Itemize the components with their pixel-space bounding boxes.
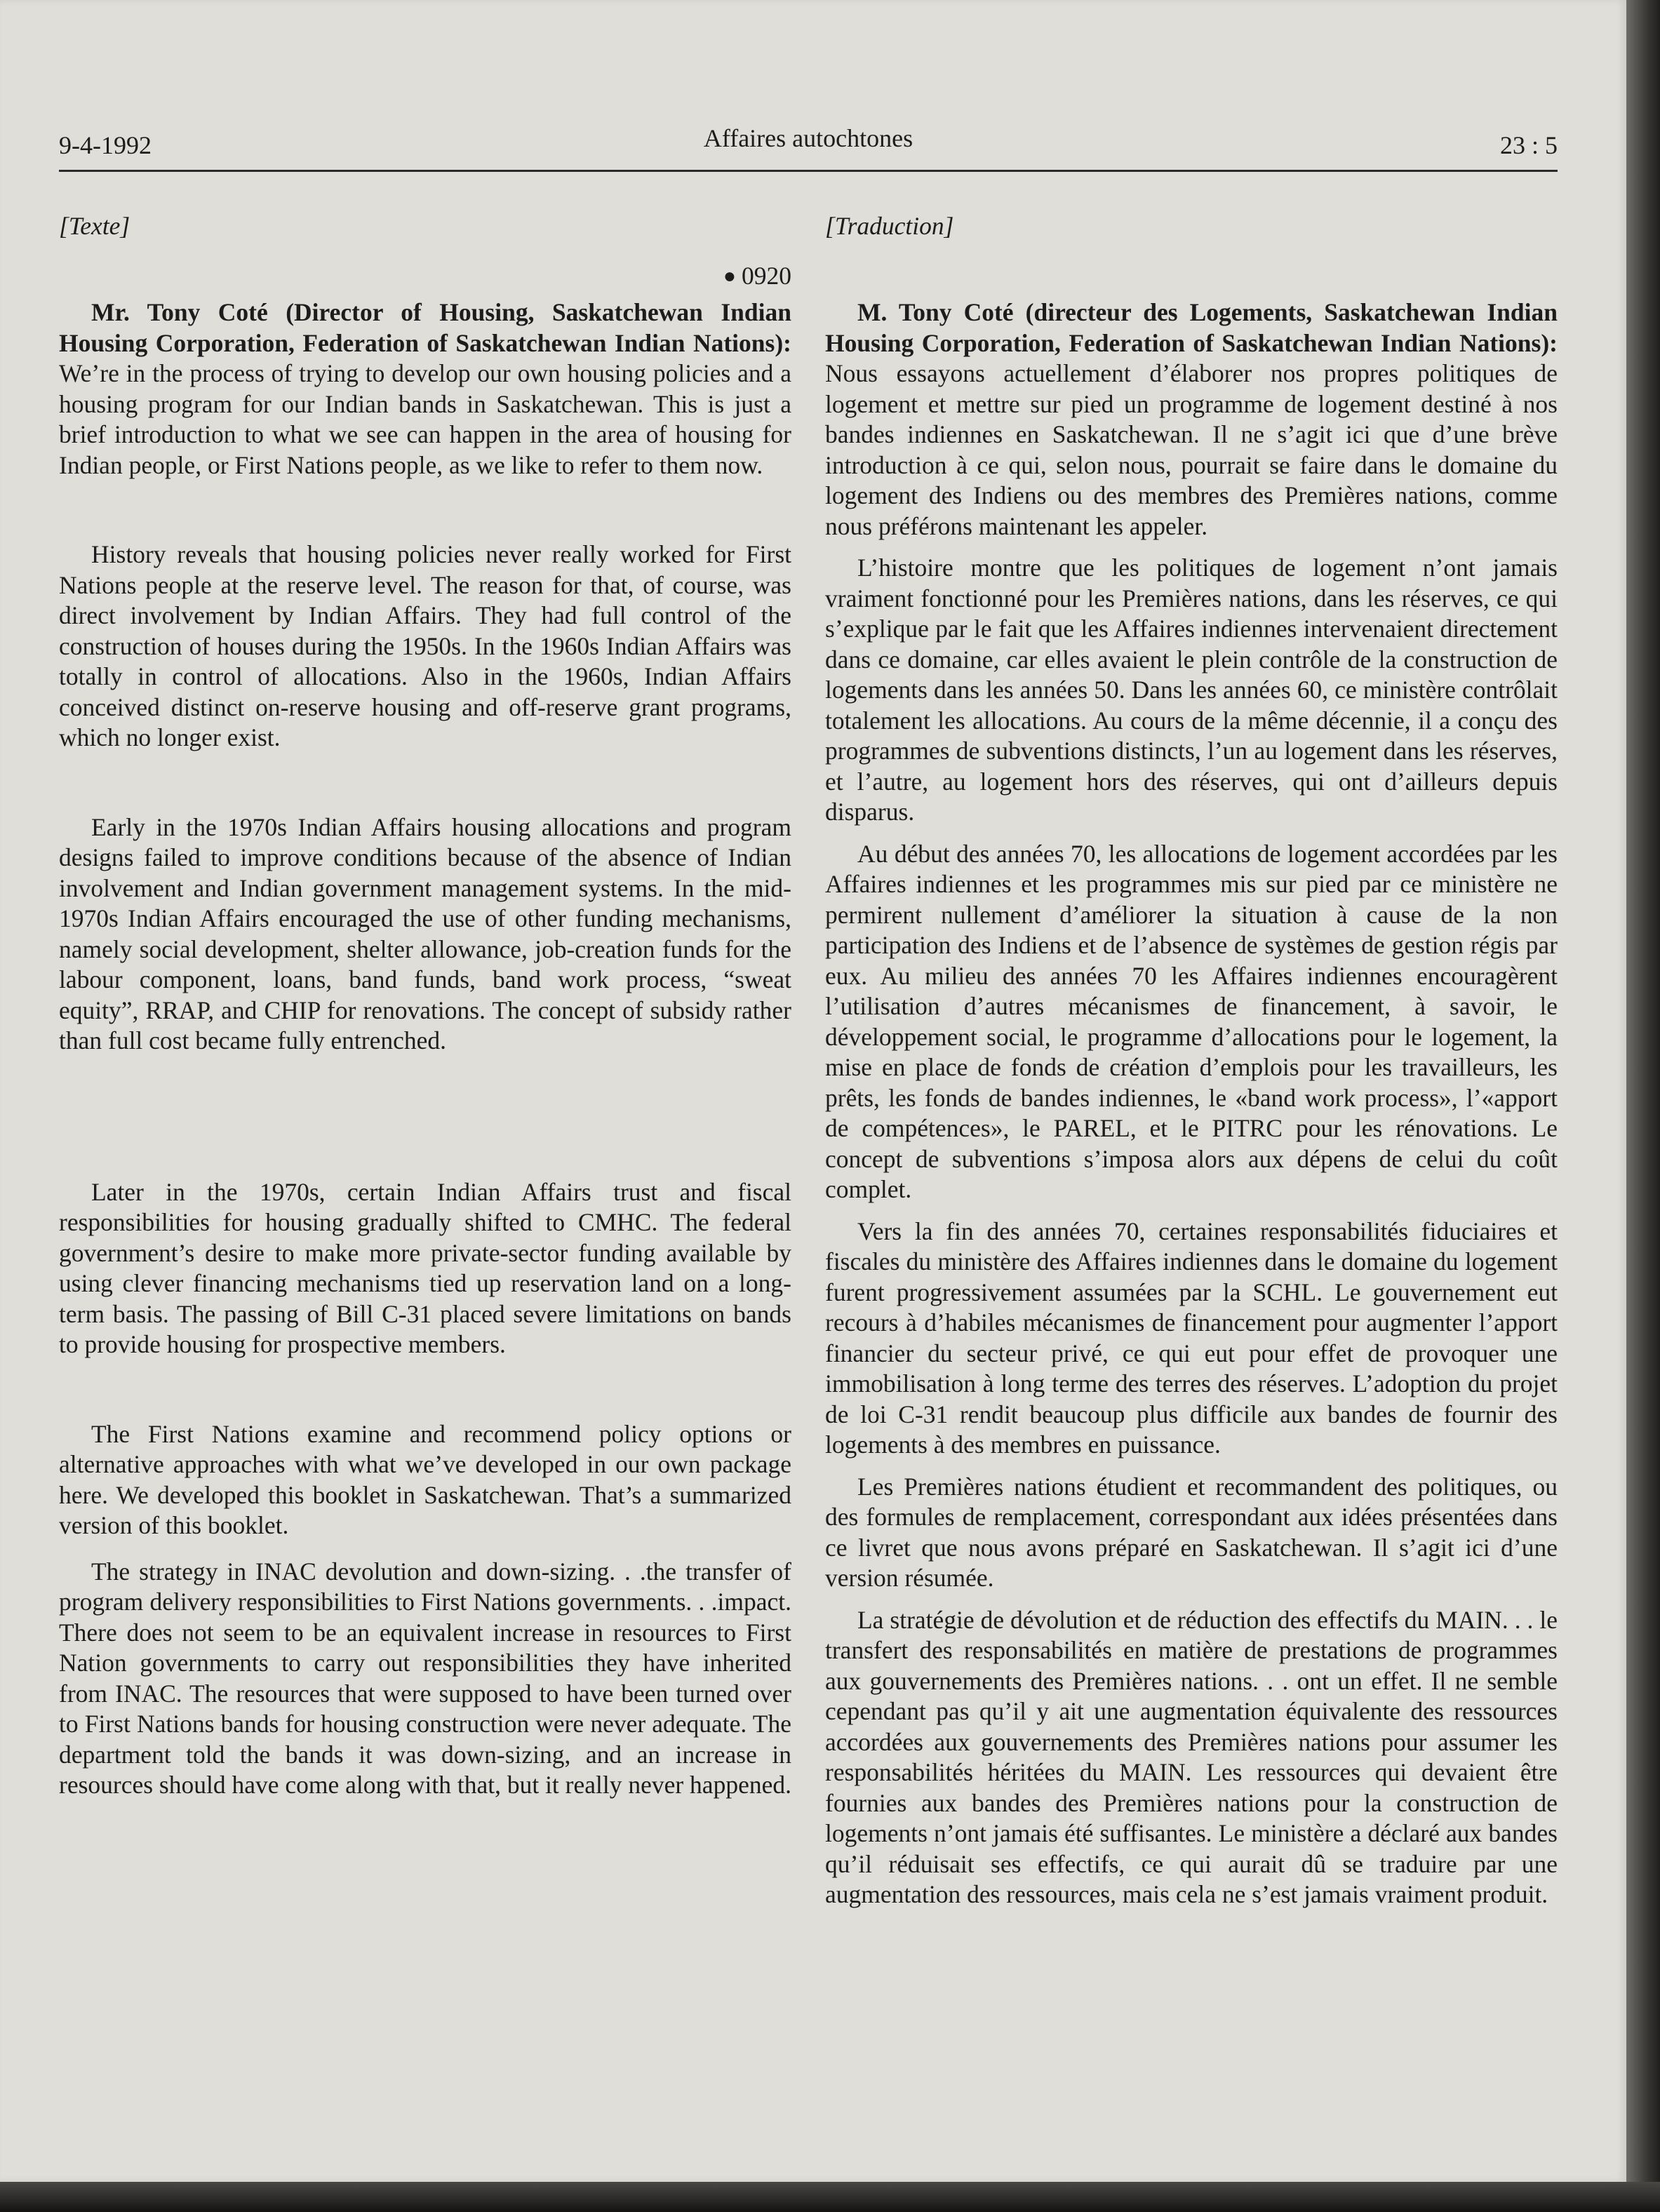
english-column <box>59 210 791 1801</box>
paragraph-fr-2: L’histoire montre que les politiques de logement n’ont jamais vraiment fonctionné pour les Premières nations, dans les réserves, ce qui s’explique par le fait que les Affaires indiennes intervenaient directement dans ce domaine, car elles avaient le plein contrôle de la construction de logements dans les années 50. Dans les années 60, ce ministère contrôlait totalement les allocations. Au cours de la même décennie, il a conçu des programmes de subventions distincts, l’un au logement dans les réserves, et l’autre, au logement hors des réserves, qui ont d’ailleurs depuis disparus. <box>825 554 1558 826</box>
scan-right-edge <box>1626 0 1660 2212</box>
scan-bottom-edge <box>0 2182 1660 2212</box>
paragraph-fr-4: Vers la fin des années 70, certaines responsabilités fiduciaires et fiscales du ministère des Affaires indiennes dans le domaine du logement furent progressivement assumées par la SCHL. Le gouvernement eut recours à d’habiles mécanismes de financement pour augmenter l’apport financier du secteur privé, ce qui eut pour effet de provoquer une immobilisation à long terme des terres des réserves. L’adoption du projet de loi C-31 rendit beaucoup plus difficile aux bandes de fournir des logements à des membres en puissance. <box>825 1216 1558 1459</box>
paragraph-en-4: Later in the 1970s, certain Indian Affairs trust and fiscal responsibilities for housing gradually shifted to CMHC. The federal government’s desire to make more private-sector funding available by using clever financing mechanisms tied up reservation land on a long-term basis. The passing of Bill C-31 placed severe limitations on bands to provide housing for prospective members. <box>59 1177 791 1358</box>
header-page-number: 23 : 5 <box>1499 131 1558 159</box>
speaker-name-en: Mr. Tony Coté (Director of Housing, Saskatchewan Indian Housing Corporation, Federation of Saskatchewan Indian Nations): <box>59 298 791 357</box>
header-title: Affaires autochtones <box>703 124 913 152</box>
paragraph-en-5: The First Nations examine and recommend policy options or alternative approaches with what we’ve developed in our own package here. We developed this booklet in Saskatchewan. That’s a summarized version of this booklet. <box>59 1419 791 1539</box>
paragraph-en-6: The strategy in INAC devolution and down-sizing. . .the transfer of program delivery responsibilities to First Nations governments. . .impact. There does not seem to be an equivalent increase in resources to First Nation governments to carry out responsibilities they have inherited from INAC. The resources that were supposed to have been turned over to First Nations bands for housing construction were never adequate. The department told the bands it was down-sizing, and an increase in resources should have come along with that, but it really never happened. <box>59 1557 791 1799</box>
paragraph-en-3: Early in the 1970s Indian Affairs housing allocations and program designs failed to improve conditions because of the absence of Indian involvement and Indian government management systems. In the mid-1970s Indian Affairs encouraged the use of other funding mechanisms, namely social development, shelter allowance, job-creation funds for the labour component, loans, band funds, band work process, “sweat equity”, RRAP, and CHIP for renovations. The concept of subsidy rather than full cost became fully entrenched. <box>59 812 791 1054</box>
paragraph-en-1 <box>59 297 791 481</box>
paragraph-en-1-text: We’re in the process of trying to develop our own housing policies and a housing program for our Indian bands in Saskatchewan. This is just a brief introduction to what we see can happen in the area of housing for Indian people, or First Nations people, as we like to refer to them now. <box>59 359 791 479</box>
paragraph-fr-1-text: Nous essayons actuellement d’élaborer nos propres politiques de logement et mettre sur pied un programme de logement destiné à nos bandes indiennes en Saskatchewan. Il ne s’agit ici que d’une brève introduction à ce qui, selon nous, pourrait se faire dans le domaine du logement des Indiens ou des membres des Premières nations, comme nous préférons maintenant les appeler. <box>825 359 1558 540</box>
bullet-icon: ● <box>723 264 736 288</box>
paragraph-en-2: History reveals that housing policies never really worked for First Nations people at the reserve level. The reason for that, of course, was direct involvement by Indian Affairs. They had full control of the construction of houses during the 1950s. In the 1960s Indian Affairs was totally in control of allocations. Also in the 1960s, Indian Affairs conceived distinct on-reserve housing and off-reserve grant programs, which no longer exist. <box>59 540 791 751</box>
paragraph-fr-5: Les Premières nations étudient et recommandent des politiques, ou des formules de remplacement, correspondant aux idées présentées dans ce livret que nous avons préparé en Saskatchewan. Il s’agit ici d’une version résumée. <box>825 1472 1558 1592</box>
paragraph-fr-6: La stratégie de dévolution et de réduction des effectifs du MAIN. . . le transfert des responsabilités en matière de prestations de programmes aux gouvernements des Premières nations. . . ont un effet. Il ne semble cependant pas qu’il y ait une augmentation équivalente des ressources accordées aux gouvernements des Premières nations pour assumer les responsabilités héritées du MAIN. Les ressources qui devaient être fournies aux bandes des Premières nations pour la construction de logements n’ont jamais été suffisantes. Le ministère a déclaré aux bandes qu’il réduisait ses effectifs, ce qui aurait dû se traduire par une augmentation des ressources, mais cela ne s’est jamais vraiment produit. <box>825 1605 1558 1908</box>
language-tag-french: [Traduction] <box>825 212 954 240</box>
timestamp-value: 0920 <box>742 262 791 290</box>
timestamp <box>59 261 791 297</box>
language-tag-english: [Texte] <box>59 212 130 240</box>
running-header <box>59 121 1558 172</box>
speaker-name-fr: M. Tony Coté (directeur des Logements, Saskatchewan Indian Housing Corporation, Federation of Saskatchewan Indian Nations): <box>825 298 1558 357</box>
header-date: 9-4-1992 <box>59 131 152 159</box>
paragraph-fr-1 <box>825 297 1558 542</box>
paragraph-fr-3: Au début des années 70, les allocations de logement accordées par les Affaires indiennes et les programmes mis sur pied par ce ministère ne permirent nullement d’améliorer la situation à cause de la non participation des Indiens et de l’absence de systèmes de gestion régis par eux. Au milieu des années 70 les Affaires indiennes encouragèrent l’utilisation d’autres mécanismes de financement, à savoir, le développement social, le programme d’allocations pour le logement, la mise en place de fonds de création d’emplois pour les travailleurs, les prêts, les fonds de bandes indiennes, le «band work process», l’«apport de compétences», le PAREL, et le PITRC pour les rénovations. Le concept de subventions s’imposa alors aux dépens de celui du coût complet. <box>825 839 1558 1203</box>
french-column <box>825 210 1558 1910</box>
